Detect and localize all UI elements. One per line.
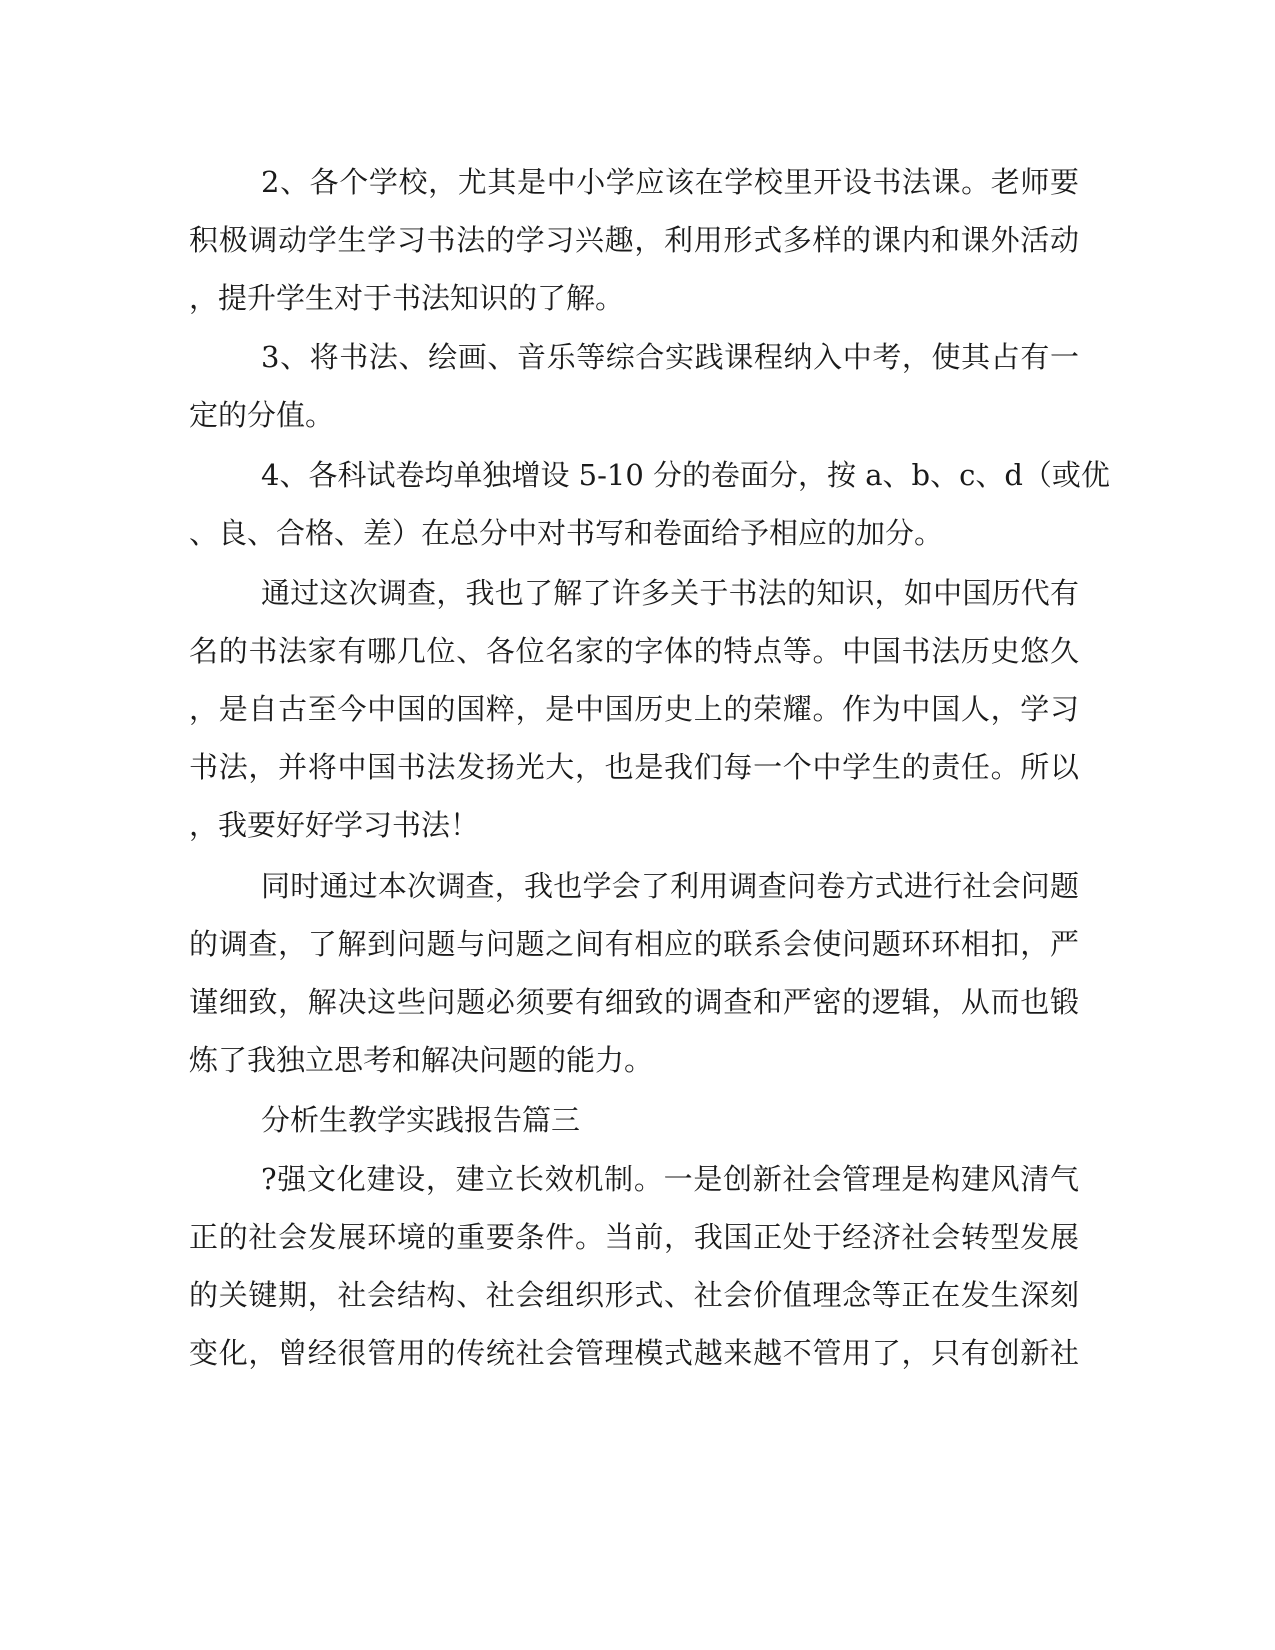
section-heading: 分析生教学实践报告篇三 (261, 1103, 581, 1137)
paragraph-line: ?强文化建设，建立长效机制。一是创新社会管理是构建风清气 (261, 1162, 1079, 1196)
paragraph-line: ，是自古至今中国的国粹，是中国历史上的荣耀。作为中国人，学习 (189, 692, 1079, 726)
paragraph-line: 、良、合格、差）在总分中对书写和卷面给予相应的加分。 (189, 516, 944, 550)
paragraph-line: 4、各科试卷均单独增设 5-10 分的卷面分，按 a、b、c、d（或优 (261, 458, 1110, 492)
paragraph-line: 3、将书法、绘画、音乐等综合实践课程纳入中考，使其占有一 (261, 340, 1079, 374)
paragraph-line: ，提升学生对于书法知识的了解。 (189, 281, 625, 315)
paragraph-line: 谨细致，解决这些问题必须要有细致的调查和严密的逻辑，从而也锻 (189, 985, 1079, 1019)
paragraph-line: 变化，曾经很管用的传统社会管理模式越来越不管用了，只有创新社 (189, 1336, 1079, 1370)
paragraph-line: ，我要好好学习书法！ (189, 808, 480, 842)
paragraph-line: 炼了我独立思考和解决问题的能力。 (189, 1043, 654, 1077)
paragraph-line: 的关键期，社会结构、社会组织形式、社会价值理念等正在发生深刻 (189, 1278, 1079, 1312)
paragraph-line: 2、各个学校，尤其是中小学应该在学校里开设书法课。老师要 (261, 165, 1079, 199)
paragraph-line: 通过这次调查，我也了解了许多关于书法的知识，如中国历代有 (261, 576, 1079, 610)
paragraph-line: 名的书法家有哪几位、各位名家的字体的特点等。中国书法历史悠久 (189, 634, 1079, 668)
paragraph-line: 定的分值。 (189, 398, 335, 432)
paragraph-line: 积极调动学生学习书法的学习兴趣，利用形式多样的课内和课外活动 (189, 223, 1079, 257)
paragraph-line: 同时通过本次调查，我也学会了利用调查问卷方式进行社会问题 (261, 869, 1079, 903)
paragraph-line: 正的社会发展环境的重要条件。当前，我国正处于经济社会转型发展 (189, 1220, 1079, 1254)
paragraph-line: 书法，并将中国书法发扬光大，也是我们每一个中学生的责任。所以 (189, 750, 1079, 784)
paragraph-line: 的调查，了解到问题与问题之间有相应的联系会使问题环环相扣，严 (189, 927, 1079, 961)
